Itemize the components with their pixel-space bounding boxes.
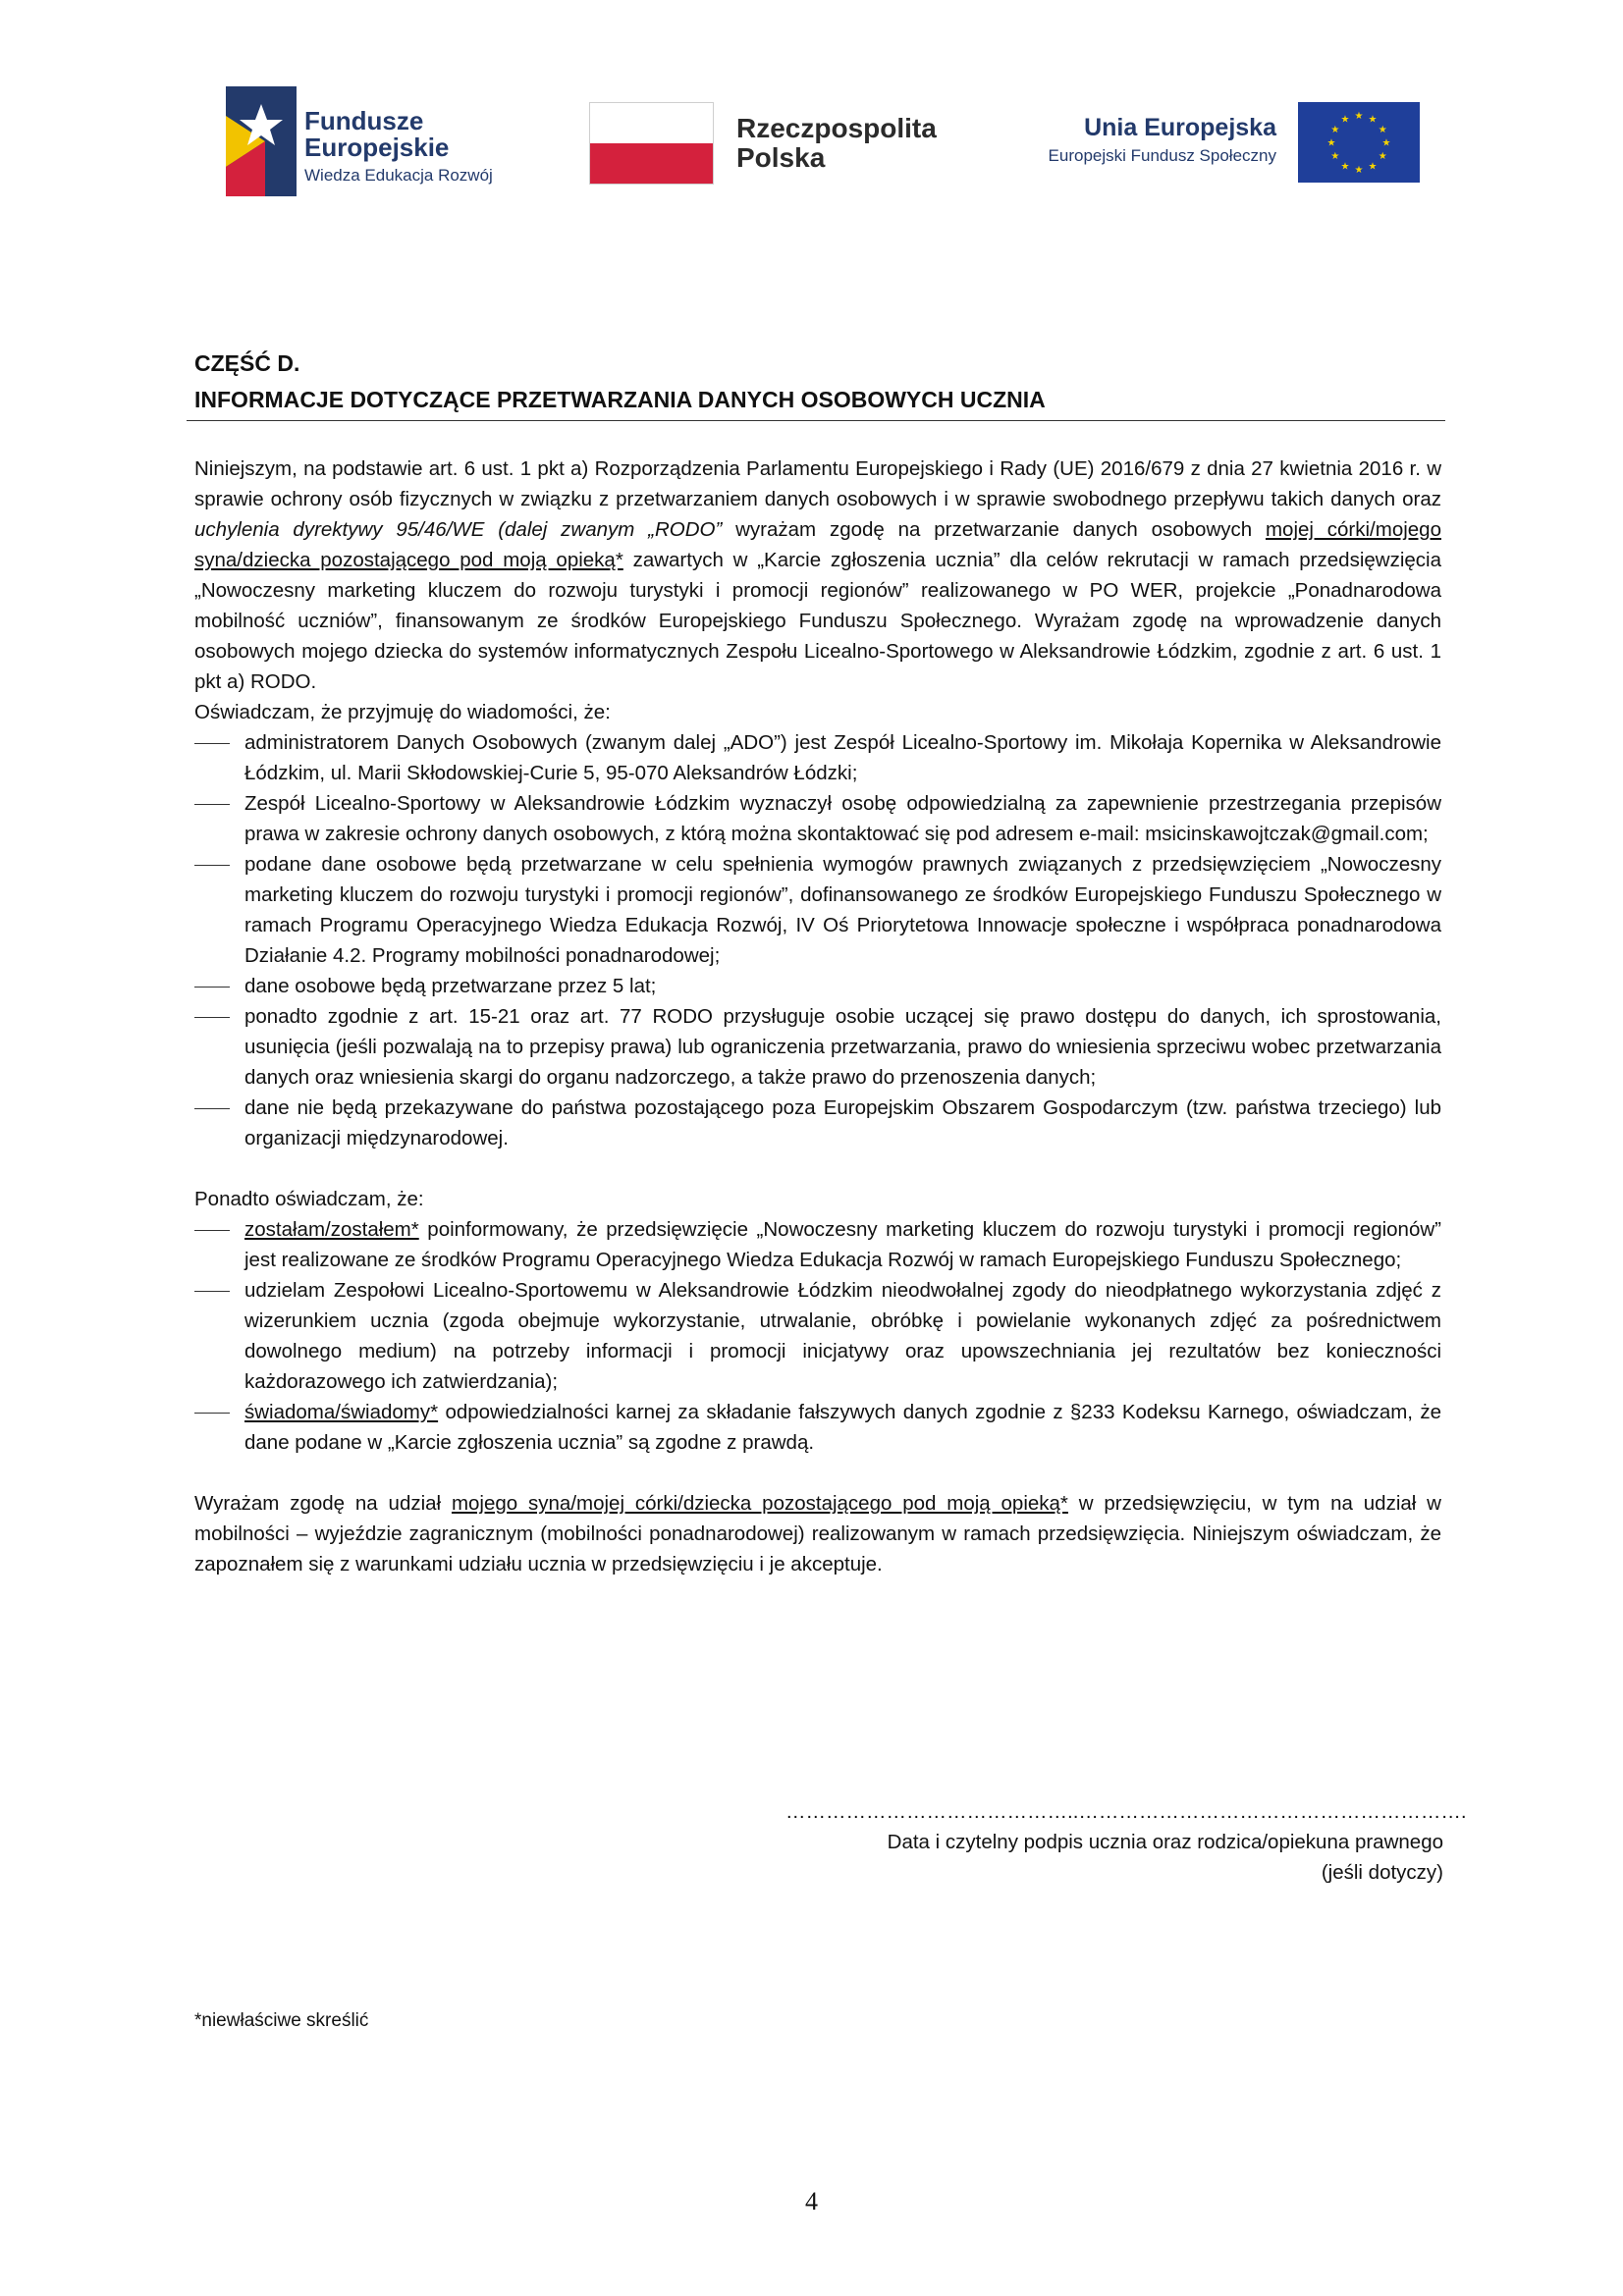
rodo-info-list xyxy=(194,727,1441,1153)
fundusze-europejskie-logo xyxy=(226,86,530,194)
fe-line1: Fundusze xyxy=(304,106,424,135)
heading-line2: INFORMACJE DOTYCZĄCE PRZETWARZANIA DANYCH OSOBOWYCH UCZNIA xyxy=(194,387,1046,412)
logo-bar xyxy=(0,79,1623,206)
svg-text:★: ★ xyxy=(1330,125,1340,135)
signature-caption-note: (jeśli dotyczy) xyxy=(1321,1861,1443,1884)
svg-text:★: ★ xyxy=(1378,125,1387,135)
rp-line1: Rzeczpospolita xyxy=(736,113,937,143)
list-item: dane nie będą przekazywane do państwa pozostającego poza Europejskim Obszarem Gospodarczym (tzw. państwa trzeciego) lub organizacji międzynarodowej. xyxy=(194,1093,1441,1153)
declaration-text: poinformowany, że przedsięwzięcie „Nowoczesny marketing kluczem do rozwoju turystyki i promocji regionów” jest realizowane ze środków Programu Operacyjnego Wiedza Edukacja Rozwój w ramach Europejskiego Funduszu Społecznego; xyxy=(244,1218,1441,1271)
fe-line3: Wiedza Edukacja Rozwój xyxy=(304,166,493,185)
intro-paragraph xyxy=(194,454,1441,697)
eu-flag-icon xyxy=(1298,102,1420,183)
intro-text-e: zawartych w „Karcie zgłoszenia ucznia” dla celów rekrutacji w ramach przedsięwzięcia „Nowoczesny marketing kluczem do rozwoju turystyki i promocji regionów” realizowanego w PO WER, projekcie „Ponadnarodowa mobilność uczniów”, finansowanym ze środków Europejskiego Funduszu Społecznego. Wyrażam zgodę na wprowadzenie danych osobowych mojego dziecka do systemów informatycznych Zespołu Licealno-Sportowego w Aleksandrowie Łódzkim, zgodnie z art. 6 ust. 1 pkt a) RODO. xyxy=(194,549,1441,693)
svg-text:★: ★ xyxy=(1354,165,1364,176)
svg-text:★: ★ xyxy=(1378,151,1387,162)
list-item: udzielam Zespołowi Licealno-Sportowemu w Aleksandrowie Łódzkim nieodwołalnej zgody do nieodpłatnego wykorzystania zdjęć z wizerunkiem ucznia (zgoda obejmuje wykorzystanie, utrwalanie, obróbkę i powielanie wykonanych zdjęć za pośrednictwem dowolnego medium) na potrzeby informacji i promocji inicjatywy oraz upowszechniania jej rezultatów bez konieczności każdorazowego ich zatwierdzania); xyxy=(194,1275,1441,1397)
fe-line2: Europejskie xyxy=(304,133,450,162)
list-item: dane osobowe będą przetwarzane przez 5 lat; xyxy=(194,971,1441,1001)
consent-text-underline: mojego syna/mojej córki/dziecka pozostającego pod moją opieką* xyxy=(451,1492,1068,1515)
consent-paragraph xyxy=(194,1488,1441,1579)
list-item: podane dane osobowe będą przetwarzane w celu spełnienia wymogów prawnych związanych z przedsięwzięciem „Nowoczesny marketing kluczem do rozwoju turystyki i promocji regionów”, dofinansowanego ze środków Europejskiego Funduszu Społecznego w ramach Programu Operacyjnego Wiedza Edukacja Rozwój, IV Oś Priorytetowa Innowacje społeczne i współpraca ponadnarodowa Działanie 4.2. Programy mobilności ponadnarodowej; xyxy=(194,849,1441,971)
intro-text-underline: mojej córki/mojego syna/dziecka pozostającego pod moją opieką* xyxy=(194,518,1441,571)
polish-flag-icon xyxy=(589,102,714,185)
list-item xyxy=(194,1214,1441,1275)
oswiadczam-line: Oświadczam, że przyjmuję do wiadomości, że: xyxy=(194,701,611,723)
rp-line2: Polska xyxy=(736,142,826,173)
signature-block xyxy=(785,1796,1467,1888)
ue-line1: Unia Europejska xyxy=(1084,114,1276,141)
unia-europejska-logo xyxy=(1021,102,1424,190)
ponadto-line: Ponadto oświadczam, że: xyxy=(194,1188,424,1210)
heading-line1: CZĘŚĆ D. xyxy=(194,350,300,376)
declarations-list xyxy=(194,1214,1441,1458)
list-item xyxy=(194,1397,1441,1458)
footnote: *niewłaściwe skreślić xyxy=(194,2010,369,2031)
rzeczpospolita-polska-logo xyxy=(589,102,962,190)
intro-text-a: Niniejszym, na podstawie art. 6 ust. 1 pkt a) Rozporządzenia Parlamentu Europejskiego i Rady (UE) 2016/679 z dnia 27 kwietnia 2016 r. w sprawie ochrony osób fizycznych w związku z przetwarzaniem danych osobowych i w sprawie swobodnego przepływu takich danych oraz xyxy=(194,457,1441,510)
list-item: administratorem Danych Osobowych (zwanym dalej „ADO”) jest Zespół Licealno-Sportowy im. Mikołaja Kopernika w Aleksandrowie Łódzkim, ul. Marii Skłodowskiej-Curie 5, 95-070 Aleksandrów Łódzki; xyxy=(194,727,1441,788)
svg-text:★: ★ xyxy=(1326,137,1336,149)
svg-text:★: ★ xyxy=(1340,161,1350,173)
consent-text-c: w przedsięwzięciu, w tym na udział w mobilności – wyjeździe zagranicznym (mobilności ponadnarodowej) realizowanym w ramach przedsięwzięcia. Niniejszym oświadczam, że zapoznałem się z warunkami udziału ucznia w przedsięwzięciu i je akceptuje. xyxy=(194,1492,1441,1575)
section-heading xyxy=(194,346,1441,418)
svg-text:★: ★ xyxy=(1368,161,1378,173)
declaration-underline: zostałam/zostałem* xyxy=(244,1218,419,1241)
list-item: ponadto zgodnie z art. 15-21 oraz art. 77 RODO przysługuje osobie uczącej się prawo dostępu do danych, ich sprostowania, usunięcia (jeśli pozwalają na to przepisy prawa) lub ograniczenia przetwarzania, prawo do wniesienia sprzeciwu wobec przetwarzania danych oraz wniesienia skargi do organu nadzorczego, a także prawo do przenoszenia danych; xyxy=(194,1001,1441,1093)
svg-text:★: ★ xyxy=(1354,111,1364,122)
declaration-underline: świadoma/świadomy* xyxy=(244,1401,439,1423)
svg-text:★: ★ xyxy=(1330,151,1340,162)
page-number: 4 xyxy=(805,2187,818,2216)
consent-text-a: Wyrażam zgodę na udział xyxy=(194,1492,452,1515)
declaration-text: odpowiedzialności karnej za składanie fałszywych danych zgodnie z §233 Kodeksu Karnego, oświadczam, że dane podane w „Karcie zgłoszenia ucznia” są zgodne z prawdą. xyxy=(244,1401,1441,1454)
heading-divider xyxy=(187,420,1445,421)
signature-line: ……………………………………..…………………………………………………. xyxy=(785,1800,1467,1823)
document-body xyxy=(194,454,1441,1579)
intro-text-italic: uchylenia dyrektywy 95/46/WE (dalej zwanym „RODO” xyxy=(194,518,723,541)
svg-text:★: ★ xyxy=(1368,114,1378,126)
fe-star-icon xyxy=(226,86,297,196)
signature-caption: Data i czytelny podpis ucznia oraz rodzica/opiekuna prawnego xyxy=(887,1831,1443,1853)
svg-text:★: ★ xyxy=(1340,114,1350,126)
intro-text-c: wyrażam zgodę na przetwarzanie danych osobowych xyxy=(722,518,1266,541)
ue-line2: Europejski Fundusz Społeczny xyxy=(1048,146,1276,165)
list-item: Zespół Licealno-Sportowy w Aleksandrowie Łódzkim wyznaczył osobę odpowiedzialną za zapewnienie przestrzegania przepisów prawa w zakresie ochrony danych osobowych, z którą można skontaktować się pod adresem e-mail: msicinskawojtczak@gmail.com; xyxy=(194,788,1441,849)
svg-text:★: ★ xyxy=(1381,137,1391,149)
